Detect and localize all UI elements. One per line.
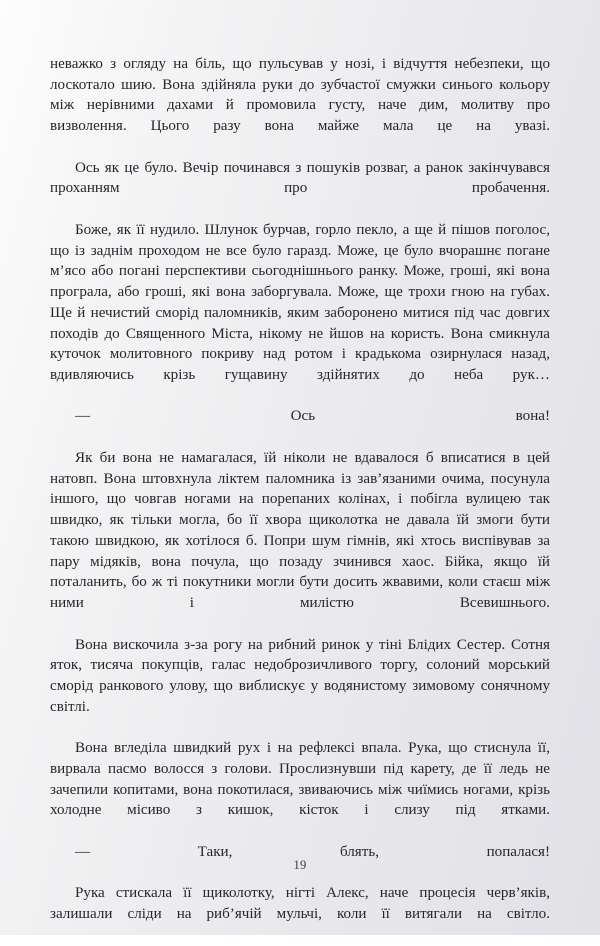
paragraph: Рука стискала її щиколотку, нігті Алекс, наче процесія черв’яків, залишали сліди на риб’ячій мульчі, коли її витягали на світло. [50,885,550,923]
paragraph: Вона вгледіла швидкий рух і на рефлексі впала. Рука, що стиснула її, вирвала пасмо волосся з голови. Прослизнувши під карету, де її ледь не зачепили копитами, вона покотилася, звиваючись між чиїмись ногами, крізь холодне місиво з кишок, кісток і слизу під ятками. [50,740,550,819]
paragraph: Як би вона не намагалася, їй ніколи не вдавалося б вписатися в цей натовп. Вона штовхнула ліктем паломника із зав’язаними очима, посунула іншого, що човгав ногами на порепаних колінах, і побігла вулицею так швидко, як тільки могла, бо її хвора щиколотка не давала їй змоги бути такою швидкою, як хотілося б. Попри шум гімнів, які хтось виспівував за пару мідяків, вона почула, що позаду зчинився хаос. Бійка, якщо їй поталанить, бо ж ті покутники могли бути досить жвавими, коли стаєш між ними і милістю Всевишнього. [50,449,550,612]
page-number: 19 [293,858,307,872]
paragraph: Боже, як її нудило. Шлунок бурчав, горло пекло, а ще й пішов поголос, що із заднім проходом не все було гаразд. Може, це було вчорашнє погане м’ясо або погані перспективи сьогоднішнього ранку. Може, гроші, які вона програла, або гроші, які вона заборгувала. Може, ще трохи гною на губах. Ще й нечистий сморід паломників, яким заборонено митися під час довгих походів до Священного Міста, нікому не йшов на користь. Вона смикнула куточок молитовного покриву над ротом і крадькома озирнулася назад, вдивляючись крізь гущавину здійнятих до неба рук… [50,221,550,384]
paragraph: неважко з огляду на біль, що пульсував у нозі, і відчуття небезпеки, що лоскотало шию. Вона здійняла руки до зубчастої смужки синього кольору між нерівними дахами й промовила густу, наче дим, молитву про визволення. Цього разу вона майже мала це на увазі. [50,56,550,135]
dialogue-line: — Таки, блять, попалася! [75,843,550,860]
paragraph: Вона вискочила з-за рогу на рибний ринок у тіні Блідих Сестер. Сотня яток, тисяча покупців, галас недоброзичливого торгу, солоний морський сморід ранкового улову, що виблискує у водянистому зимовому сонячному світлі. [50,636,550,715]
dialogue-line: — Ось вона! [75,408,550,425]
body-text-column [50,54,550,946]
paragraph: Ось як це було. Вечір починався з пошуків розваг, а ранок закінчувався проханням про пробачення. [50,159,550,197]
